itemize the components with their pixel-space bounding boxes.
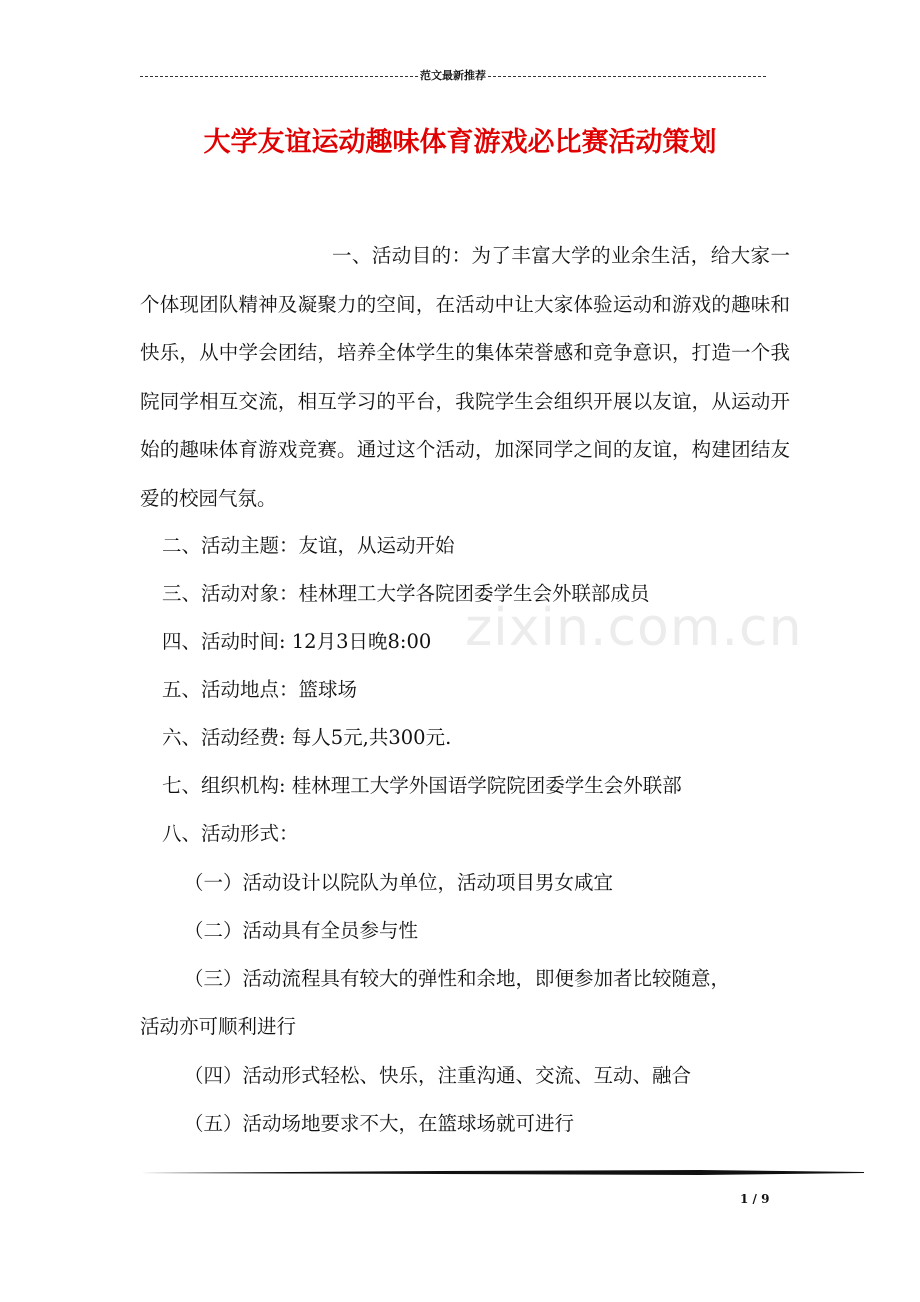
sub-item-1: （一）活动设计以院队为单位，活动项目男女咸宜	[184, 871, 614, 894]
sub-item-5: （五）活动场地要求不大，在篮球场就可进行	[184, 1112, 575, 1135]
paragraph-purpose: 一、活动目的：为了丰富大学的业余生活，给大家一个体现团队精神及凝聚力的空间，在活动中让大家体验运动和游戏的趣味和快乐，从中学会团结，培养全体学生的集体荣誉感和竞争意识，打造一个我院同学相互交流，相互学习的平台，我院学生会组织开展以友谊，从运动开始的趣味体育游戏竞赛。通过这个活动，加深同学之间的友谊，构建团结友爱的校园气氛。	[140, 244, 790, 510]
footer-rule	[140, 1170, 864, 1175]
sub-item-3a: （三）活动流程具有较大的弹性和余地，即便参加者比较随意，	[184, 967, 731, 990]
sub-item-2: （二）活动具有全员参与性	[184, 919, 419, 942]
item-theme: 二、活动主题：友谊，从运动开始	[162, 534, 455, 557]
page-number: 1 / 9	[740, 1192, 770, 1206]
item-time: 四、活动时间: 12月3日晚8:00	[162, 630, 432, 653]
header-dash-left	[140, 76, 418, 77]
item-organizer: 七、组织机构: 桂林理工大学外国语学院院团委学生会外联部	[162, 774, 682, 797]
watermark: zixin.com.cn	[465, 598, 803, 658]
item-budget: 六、活动经费: 每人5元,共300元.	[162, 726, 452, 749]
header-dash-right	[488, 76, 766, 77]
item-target: 三、活动对象：桂林理工大学各院团委学生会外联部成员	[162, 582, 650, 605]
document-title: 大学友谊运动趣味体育游戏必比赛活动策划	[203, 127, 717, 158]
header-label: 范文最新推荐	[420, 69, 486, 82]
item-format: 八、活动形式：	[162, 822, 299, 845]
sub-item-3b: 活动亦可顺利进行	[140, 1015, 297, 1038]
item-location: 五、活动地点：篮球场	[162, 678, 358, 701]
header-rule	[140, 66, 766, 86]
sub-item-4: （四）活动形式轻松、快乐，注重沟通、交流、互动、融合	[184, 1064, 692, 1087]
